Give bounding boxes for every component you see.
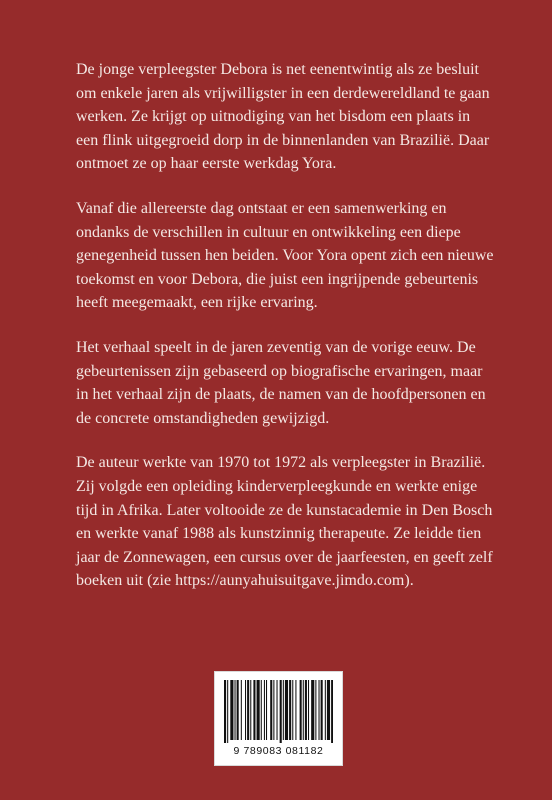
barcode-bar [315,680,316,740]
barcode-bar [224,680,226,743]
barcode-bar [295,680,296,740]
barcode-bar [257,680,260,740]
barcode-bar [253,680,255,740]
barcode-bar [245,680,246,740]
barcode-bar [308,680,309,740]
barcode-bar [280,680,282,743]
barcode-bar [305,680,307,740]
barcode-bar [237,680,239,740]
isbn-barcode [214,671,343,766]
barcode-bar [303,680,304,740]
barcode-bar [327,680,330,740]
barcode-bar [241,680,242,740]
barcode-bar [264,680,265,740]
isbn-number: 9 789083 081182 [233,745,324,757]
barcode-bars [224,680,333,743]
blurb-paragraph-2: Vanaf die allereerste dag ontstaat er een samenwerking en ondanks de verschillen in cultuur en ontwikkeling een diepe genegenheid tussen hen beiden. Voor Yora opent zich een nieuwe toekomst en voor Debora, die juist een ingrijpende gebeurtenis heeft meegemaakt, een rijke ervaring. [76,199,494,312]
barcode-bar [321,680,323,740]
blurb-paragraph-4: De auteur werkte van 1970 tot 1972 als verpleegster in Brazilië. Zij volgde een opleiding kinderverpleegkunde en werkte enige tijd in Afrika. Later voltooide ze de kunstacademie in Den Bosch en werkte vanaf 1988 als kunstzinnig therapeute. Ze leidde tien jaar de Zonnewagen, een cursus over de jaarfeesten, en geeft zelf boeken uit (zie https://aunyahuisuitgave.jimdo.com). [76,454,493,590]
barcode-bar [292,680,293,740]
barcode-bar [289,680,291,740]
barcode-bar [270,680,272,740]
barcode-bar [235,680,236,740]
barcode-bar [266,680,267,740]
barcode-bar [300,680,302,740]
barcode-bar [230,680,233,740]
barcode-bar [227,680,228,743]
barcode-bar [273,680,274,740]
blurb-paragraph-1: De jonge verpleegster Debora is net eenentwintig als ze besluit om enkele jaren als vrijwilligster in een derdewereldland te gaan werken. Ze krijgt op uitnodiging van het bisdom een plaats in een flink uitgegroeid dorp in de binnenlanden van Brazilië. Daar ontmoet ze op haar eerste werkdag Yora. [76,61,490,173]
barcode-bar [250,680,251,740]
barcode-bar [325,680,326,740]
barcode-bar [247,680,249,740]
barcode-bar [311,680,314,740]
barcode-bar [277,680,278,740]
barcode-bar [285,680,288,740]
barcode-bar [331,680,333,743]
blurb-paragraph-3: Het verhaal speelt in de jaren zeventig van de vorige eeuw. De gebeurtenissen zijn gebaseerd op biografische ervaringen, maar in het verhaal zijn de plaats, de namen van de hoofdpersonen en de concrete omstandigheden gewijzigd. [76,338,486,427]
barcode-bar [283,680,284,740]
blurb-text [76,58,496,614]
barcode-bar [261,680,262,740]
barcode-bar [319,680,320,740]
